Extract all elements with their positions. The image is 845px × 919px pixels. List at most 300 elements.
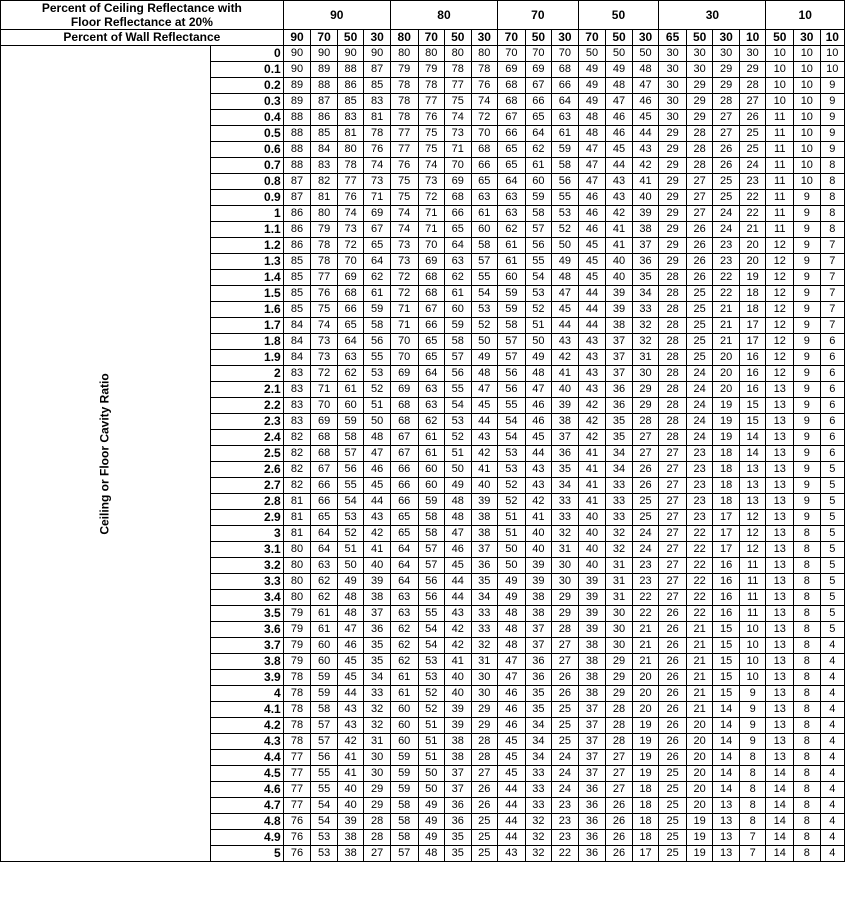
reflectance-value-cell: 66 — [311, 494, 338, 510]
reflectance-value-cell: 79 — [283, 622, 311, 638]
reflectance-value-cell: 8 — [794, 542, 821, 558]
reflectance-value-cell: 22 — [739, 190, 766, 206]
reflectance-value-cell: 22 — [686, 558, 713, 574]
reflectance-value-cell: 43 — [445, 606, 472, 622]
reflectance-value-cell: 53 — [337, 510, 364, 526]
reflectance-value-cell: 25 — [659, 798, 687, 814]
reflectance-value-cell: 42 — [578, 398, 606, 414]
reflectance-value-cell: 26 — [659, 750, 687, 766]
reflectance-value-cell: 26 — [713, 142, 740, 158]
reflectance-value-cell: 48 — [337, 606, 364, 622]
reflectance-value-cell: 51 — [498, 510, 526, 526]
reflectance-value-cell: 48 — [578, 126, 606, 142]
reflectance-value-cell: 49 — [578, 78, 606, 94]
reflectance-value-cell: 45 — [525, 430, 552, 446]
reflectance-value-cell: 46 — [498, 718, 526, 734]
reflectance-value-cell: 50 — [418, 782, 445, 798]
reflectance-value-cell: 57 — [498, 334, 526, 350]
reflectance-value-cell: 45 — [337, 654, 364, 670]
ceiling-reflectance-header: 50 — [578, 1, 659, 30]
reflectance-value-cell: 46 — [632, 94, 659, 110]
reflectance-value-cell: 65 — [445, 222, 472, 238]
reflectance-value-cell: 5 — [820, 606, 844, 622]
reflectance-value-cell: 39 — [445, 702, 472, 718]
reflectance-value-cell: 35 — [364, 654, 391, 670]
reflectance-value-cell: 9 — [820, 142, 844, 158]
reflectance-value-cell: 29 — [659, 126, 687, 142]
reflectance-value-cell: 78 — [418, 78, 445, 94]
reflectance-value-cell: 69 — [337, 270, 364, 286]
wall-reflectance-header: 50 — [766, 30, 794, 46]
reflectance-value-cell: 69 — [364, 206, 391, 222]
reflectance-value-cell: 6 — [820, 334, 844, 350]
reflectance-value-cell: 39 — [578, 590, 606, 606]
reflectance-value-cell: 9 — [794, 190, 821, 206]
reflectance-value-cell: 26 — [686, 270, 713, 286]
reflectance-value-cell: 46 — [578, 206, 606, 222]
reflectance-value-cell: 20 — [713, 366, 740, 382]
reflectance-value-cell: 32 — [606, 526, 633, 542]
reflectance-value-cell: 75 — [418, 142, 445, 158]
reflectance-value-cell: 4 — [820, 782, 844, 798]
reflectance-value-cell: 52 — [498, 494, 526, 510]
reflectance-value-cell: 4 — [820, 718, 844, 734]
reflectance-value-cell: 18 — [632, 798, 659, 814]
reflectance-value-cell: 22 — [632, 590, 659, 606]
reflectance-value-cell: 4 — [820, 686, 844, 702]
wall-reflectance-header: 70 — [418, 30, 445, 46]
reflectance-value-cell: 63 — [471, 190, 498, 206]
reflectance-value-cell: 29 — [659, 142, 687, 158]
reflectance-value-cell: 35 — [606, 430, 633, 446]
reflectance-value-cell: 79 — [390, 62, 418, 78]
reflectance-value-cell: 25 — [659, 782, 687, 798]
reflectance-value-cell: 40 — [552, 382, 579, 398]
reflectance-value-cell: 13 — [766, 638, 794, 654]
reflectance-value-cell: 12 — [739, 526, 766, 542]
reflectance-value-cell: 65 — [390, 510, 418, 526]
reflectance-value-cell: 48 — [445, 510, 472, 526]
reflectance-value-cell: 80 — [283, 558, 311, 574]
reflectance-value-cell: 21 — [632, 654, 659, 670]
reflectance-value-cell: 60 — [498, 270, 526, 286]
reflectance-value-cell: 36 — [471, 558, 498, 574]
reflectance-value-cell: 8 — [794, 814, 821, 830]
reflectance-value-cell: 8 — [794, 702, 821, 718]
reflectance-value-cell: 18 — [713, 494, 740, 510]
reflectance-value-cell: 10 — [820, 46, 844, 62]
reflectance-value-cell: 28 — [659, 270, 687, 286]
reflectance-value-cell: 59 — [390, 782, 418, 798]
reflectance-value-cell: 41 — [364, 542, 391, 558]
reflectance-value-cell: 53 — [552, 206, 579, 222]
reflectance-value-cell: 77 — [283, 766, 311, 782]
reflectance-value-cell: 26 — [659, 686, 687, 702]
reflectance-value-cell: 27 — [659, 510, 687, 526]
reflectance-value-cell: 39 — [525, 574, 552, 590]
ceiling-reflectance-header: 80 — [390, 1, 497, 30]
reflectance-value-cell: 34 — [525, 750, 552, 766]
reflectance-value-cell: 53 — [498, 462, 526, 478]
reflectance-value-cell: 61 — [390, 670, 418, 686]
reflectance-value-cell: 68 — [311, 430, 338, 446]
reflectance-value-cell: 65 — [498, 158, 526, 174]
reflectance-value-cell: 71 — [418, 222, 445, 238]
reflectance-value-cell: 38 — [578, 686, 606, 702]
reflectance-value-cell: 21 — [686, 622, 713, 638]
reflectance-value-cell: 10 — [739, 670, 766, 686]
reflectance-value-cell: 49 — [498, 590, 526, 606]
reflectance-value-cell: 53 — [498, 446, 526, 462]
reflectance-value-cell: 9 — [820, 126, 844, 142]
reflectance-value-cell: 45 — [471, 398, 498, 414]
reflectance-value-cell: 21 — [686, 654, 713, 670]
reflectance-value-cell: 60 — [390, 734, 418, 750]
reflectance-value-cell: 83 — [283, 398, 311, 414]
reflectance-value-cell: 48 — [471, 366, 498, 382]
cavity-ratio-cell: 1.4 — [210, 270, 283, 286]
reflectance-value-cell: 55 — [311, 782, 338, 798]
reflectance-value-cell: 73 — [311, 350, 338, 366]
reflectance-value-cell: 20 — [686, 734, 713, 750]
reflectance-value-cell: 10 — [739, 638, 766, 654]
reflectance-value-cell: 40 — [632, 190, 659, 206]
reflectance-value-cell: 49 — [445, 478, 472, 494]
reflectance-value-cell: 10 — [794, 142, 821, 158]
reflectance-value-cell: 88 — [283, 158, 311, 174]
cavity-ratio-cell: 4.2 — [210, 718, 283, 734]
reflectance-value-cell: 78 — [311, 238, 338, 254]
reflectance-value-cell: 5 — [820, 526, 844, 542]
reflectance-value-cell: 17 — [739, 318, 766, 334]
reflectance-value-cell: 62 — [418, 414, 445, 430]
reflectance-value-cell: 59 — [525, 190, 552, 206]
reflectance-value-cell: 6 — [820, 446, 844, 462]
reflectance-value-cell: 26 — [471, 798, 498, 814]
reflectance-value-cell: 10 — [739, 622, 766, 638]
reflectance-value-cell: 34 — [632, 286, 659, 302]
wall-reflectance-header: 30 — [713, 30, 740, 46]
reflectance-value-cell: 80 — [445, 46, 472, 62]
reflectance-value-cell: 64 — [498, 174, 526, 190]
reflectance-value-cell: 80 — [311, 206, 338, 222]
reflectance-value-cell: 72 — [337, 238, 364, 254]
reflectance-value-cell: 37 — [525, 638, 552, 654]
reflectance-value-cell: 20 — [739, 238, 766, 254]
reflectance-value-cell: 27 — [364, 846, 391, 862]
reflectance-value-cell: 8 — [794, 734, 821, 750]
cavity-ratio-cell: 3.1 — [210, 542, 283, 558]
reflectance-value-cell: 18 — [739, 302, 766, 318]
reflectance-value-cell: 66 — [418, 318, 445, 334]
reflectance-value-cell: 69 — [418, 254, 445, 270]
reflectance-value-cell: 45 — [337, 670, 364, 686]
title-line-1: Percent of Ceiling Reflectance with — [41, 1, 242, 15]
reflectance-value-cell: 36 — [578, 830, 606, 846]
reflectance-value-cell: 38 — [337, 830, 364, 846]
reflectance-value-cell: 37 — [606, 350, 633, 366]
reflectance-value-cell: 9 — [794, 510, 821, 526]
reflectance-value-cell: 15 — [713, 638, 740, 654]
reflectance-value-cell: 9 — [820, 78, 844, 94]
reflectance-value-cell: 8 — [820, 158, 844, 174]
reflectance-value-cell: 51 — [418, 734, 445, 750]
reflectance-value-cell: 8 — [820, 206, 844, 222]
reflectance-value-cell: 42 — [552, 350, 579, 366]
reflectance-value-cell: 26 — [552, 670, 579, 686]
reflectance-value-cell: 29 — [713, 62, 740, 78]
reflectance-value-cell: 5 — [820, 510, 844, 526]
reflectance-value-cell: 52 — [552, 222, 579, 238]
reflectance-value-cell: 27 — [659, 542, 687, 558]
reflectance-value-cell: 67 — [418, 302, 445, 318]
reflectance-value-cell: 37 — [525, 622, 552, 638]
reflectance-value-cell: 14 — [713, 702, 740, 718]
reflectance-value-cell: 36 — [578, 814, 606, 830]
reflectance-value-cell: 76 — [390, 158, 418, 174]
reflectance-value-cell: 23 — [686, 494, 713, 510]
reflectance-value-cell: 28 — [659, 350, 687, 366]
reflectance-value-cell: 12 — [766, 302, 794, 318]
reflectance-value-cell: 55 — [471, 270, 498, 286]
wall-reflectance-header: 70 — [578, 30, 606, 46]
reflectance-value-cell: 18 — [632, 782, 659, 798]
reflectance-value-cell: 81 — [337, 126, 364, 142]
reflectance-value-cell: 8 — [794, 846, 821, 862]
reflectance-value-cell: 56 — [525, 238, 552, 254]
reflectance-value-cell: 21 — [686, 702, 713, 718]
reflectance-value-cell: 55 — [445, 382, 472, 398]
wall-reflectance-header: 30 — [632, 30, 659, 46]
reflectance-value-cell: 25 — [659, 830, 687, 846]
reflectance-value-cell: 67 — [498, 110, 526, 126]
reflectance-value-cell: 62 — [390, 654, 418, 670]
reflectance-value-cell: 70 — [525, 46, 552, 62]
reflectance-value-cell: 37 — [364, 606, 391, 622]
reflectance-value-cell: 9 — [794, 478, 821, 494]
reflectance-value-cell: 68 — [418, 270, 445, 286]
reflectance-value-cell: 14 — [766, 830, 794, 846]
reflectance-value-cell: 60 — [471, 222, 498, 238]
reflectance-value-cell: 64 — [390, 558, 418, 574]
reflectance-value-cell: 28 — [659, 414, 687, 430]
reflectance-value-cell: 40 — [337, 798, 364, 814]
reflectance-value-cell: 42 — [525, 494, 552, 510]
reflectance-value-cell: 8 — [794, 782, 821, 798]
reflectance-value-cell: 30 — [471, 686, 498, 702]
reflectance-value-cell: 46 — [525, 414, 552, 430]
reflectance-value-cell: 35 — [525, 686, 552, 702]
reflectance-value-cell: 53 — [525, 286, 552, 302]
reflectance-value-cell: 80 — [283, 590, 311, 606]
reflectance-value-cell: 42 — [445, 638, 472, 654]
reflectance-value-cell: 34 — [606, 446, 633, 462]
reflectance-value-cell: 13 — [713, 798, 740, 814]
reflectance-value-cell: 36 — [525, 670, 552, 686]
header-row-wall — [1, 30, 845, 46]
reflectance-value-cell: 23 — [686, 446, 713, 462]
reflectance-value-cell: 22 — [713, 286, 740, 302]
cavity-ratio-cell: 3.4 — [210, 590, 283, 606]
reflectance-value-cell: 63 — [390, 590, 418, 606]
reflectance-value-cell: 26 — [659, 622, 687, 638]
reflectance-value-cell: 45 — [552, 302, 579, 318]
reflectance-value-cell: 76 — [311, 286, 338, 302]
reflectance-value-cell: 13 — [713, 814, 740, 830]
reflectance-value-cell: 5 — [820, 574, 844, 590]
reflectance-value-cell: 62 — [337, 366, 364, 382]
reflectance-value-cell: 44 — [498, 830, 526, 846]
reflectance-value-cell: 27 — [713, 126, 740, 142]
reflectance-value-cell: 76 — [283, 814, 311, 830]
reflectance-value-cell: 80 — [471, 46, 498, 62]
reflectance-value-cell: 30 — [739, 46, 766, 62]
reflectance-value-cell: 13 — [766, 542, 794, 558]
reflectance-value-cell: 30 — [659, 46, 687, 62]
reflectance-value-cell: 71 — [390, 302, 418, 318]
reflectance-value-cell: 28 — [659, 334, 687, 350]
reflectance-value-cell: 71 — [390, 318, 418, 334]
reflectance-value-cell: 49 — [471, 350, 498, 366]
reflectance-value-cell: 68 — [498, 94, 526, 110]
cavity-ratio-cell: 1.5 — [210, 286, 283, 302]
reflectance-value-cell: 60 — [311, 638, 338, 654]
reflectance-value-cell: 78 — [337, 158, 364, 174]
reflectance-value-cell: 36 — [525, 654, 552, 670]
reflectance-value-cell: 16 — [713, 606, 740, 622]
reflectance-value-cell: 40 — [578, 526, 606, 542]
cavity-ratio-cell: 1.9 — [210, 350, 283, 366]
cavity-ratio-cell: 0.7 — [210, 158, 283, 174]
reflectance-value-cell: 30 — [552, 558, 579, 574]
reflectance-value-cell: 30 — [364, 766, 391, 782]
reflectance-value-cell: 68 — [498, 78, 526, 94]
reflectance-value-cell: 90 — [337, 46, 364, 62]
reflectance-value-cell: 26 — [632, 462, 659, 478]
reflectance-value-cell: 9 — [820, 110, 844, 126]
reflectance-value-cell: 47 — [498, 654, 526, 670]
reflectance-value-cell: 25 — [686, 318, 713, 334]
reflectance-value-cell: 14 — [713, 734, 740, 750]
reflectance-value-cell: 16 — [739, 382, 766, 398]
reflectance-value-cell: 58 — [337, 430, 364, 446]
reflectance-value-cell: 62 — [498, 222, 526, 238]
reflectance-value-cell: 45 — [498, 750, 526, 766]
reflectance-value-cell: 49 — [578, 94, 606, 110]
reflectance-value-cell: 81 — [364, 110, 391, 126]
reflectance-value-cell: 88 — [311, 78, 338, 94]
reflectance-value-cell: 43 — [578, 366, 606, 382]
reflectance-value-cell: 26 — [739, 110, 766, 126]
reflectance-value-cell: 49 — [337, 574, 364, 590]
reflectance-value-cell: 48 — [445, 494, 472, 510]
reflectance-value-cell: 58 — [390, 830, 418, 846]
reflectance-value-cell: 39 — [337, 814, 364, 830]
reflectance-value-cell: 63 — [337, 350, 364, 366]
reflectance-value-cell: 25 — [739, 142, 766, 158]
reflectance-value-cell: 33 — [471, 606, 498, 622]
reflectance-value-cell: 9 — [739, 718, 766, 734]
reflectance-value-cell: 48 — [498, 638, 526, 654]
reflectance-value-cell: 48 — [418, 846, 445, 862]
reflectance-value-cell: 14 — [766, 798, 794, 814]
reflectance-value-cell: 45 — [578, 270, 606, 286]
reflectance-value-cell: 13 — [766, 414, 794, 430]
reflectance-value-cell: 24 — [713, 222, 740, 238]
reflectance-value-cell: 30 — [713, 46, 740, 62]
reflectance-value-cell: 36 — [445, 814, 472, 830]
reflectance-value-cell: 19 — [713, 398, 740, 414]
reflectance-value-cell: 8 — [739, 782, 766, 798]
reflectance-value-cell: 30 — [606, 638, 633, 654]
reflectance-value-cell: 8 — [794, 750, 821, 766]
reflectance-value-cell: 73 — [390, 238, 418, 254]
reflectance-value-cell: 29 — [686, 94, 713, 110]
reflectance-value-cell: 57 — [311, 734, 338, 750]
reflectance-value-cell: 5 — [820, 462, 844, 478]
reflectance-value-cell: 69 — [390, 382, 418, 398]
reflectance-value-cell: 41 — [525, 510, 552, 526]
reflectance-value-cell: 51 — [418, 750, 445, 766]
reflectance-value-cell: 32 — [471, 638, 498, 654]
reflectance-value-cell: 88 — [337, 62, 364, 78]
wall-reflectance-header: 30 — [794, 30, 821, 46]
reflectance-value-cell: 48 — [632, 62, 659, 78]
reflectance-value-cell: 13 — [766, 702, 794, 718]
reflectance-value-cell: 77 — [445, 78, 472, 94]
reflectance-value-cell: 27 — [659, 526, 687, 542]
reflectance-value-cell: 68 — [418, 286, 445, 302]
reflectance-value-cell: 81 — [283, 526, 311, 542]
reflectance-value-cell: 23 — [552, 798, 579, 814]
reflectance-value-cell: 36 — [552, 446, 579, 462]
reflectance-value-cell: 16 — [713, 558, 740, 574]
reflectance-value-cell: 29 — [552, 590, 579, 606]
wall-reflectance-header: 70 — [311, 30, 338, 46]
reflectance-value-cell: 29 — [659, 174, 687, 190]
reflectance-value-cell: 31 — [552, 542, 579, 558]
reflectance-value-cell: 19 — [632, 734, 659, 750]
reflectance-value-cell: 57 — [390, 846, 418, 862]
reflectance-value-cell: 50 — [337, 558, 364, 574]
reflectance-value-cell: 37 — [578, 766, 606, 782]
reflectance-value-cell: 43 — [364, 510, 391, 526]
reflectance-value-cell: 22 — [552, 846, 579, 862]
reflectance-value-cell: 44 — [498, 798, 526, 814]
reflectance-value-cell: 25 — [659, 814, 687, 830]
reflectance-value-cell: 48 — [364, 430, 391, 446]
reflectance-value-cell: 38 — [578, 638, 606, 654]
reflectance-value-cell: 39 — [578, 606, 606, 622]
reflectance-value-cell: 74 — [337, 206, 364, 222]
reflectance-value-cell: 87 — [283, 174, 311, 190]
reflectance-value-cell: 61 — [525, 158, 552, 174]
reflectance-value-cell: 32 — [525, 846, 552, 862]
reflectance-value-cell: 44 — [552, 318, 579, 334]
reflectance-value-cell: 14 — [713, 782, 740, 798]
reflectance-value-cell: 73 — [418, 174, 445, 190]
reflectance-value-cell: 31 — [632, 350, 659, 366]
reflectance-value-cell: 21 — [686, 638, 713, 654]
reflectance-value-cell: 28 — [471, 750, 498, 766]
reflectance-value-cell: 29 — [471, 702, 498, 718]
reflectance-value-cell: 50 — [364, 414, 391, 430]
reflectance-value-cell: 32 — [364, 702, 391, 718]
reflectance-value-cell: 26 — [606, 846, 633, 862]
reflectance-value-cell: 58 — [418, 526, 445, 542]
wall-reflectance-header: 50 — [686, 30, 713, 46]
reflectance-value-cell: 30 — [606, 622, 633, 638]
